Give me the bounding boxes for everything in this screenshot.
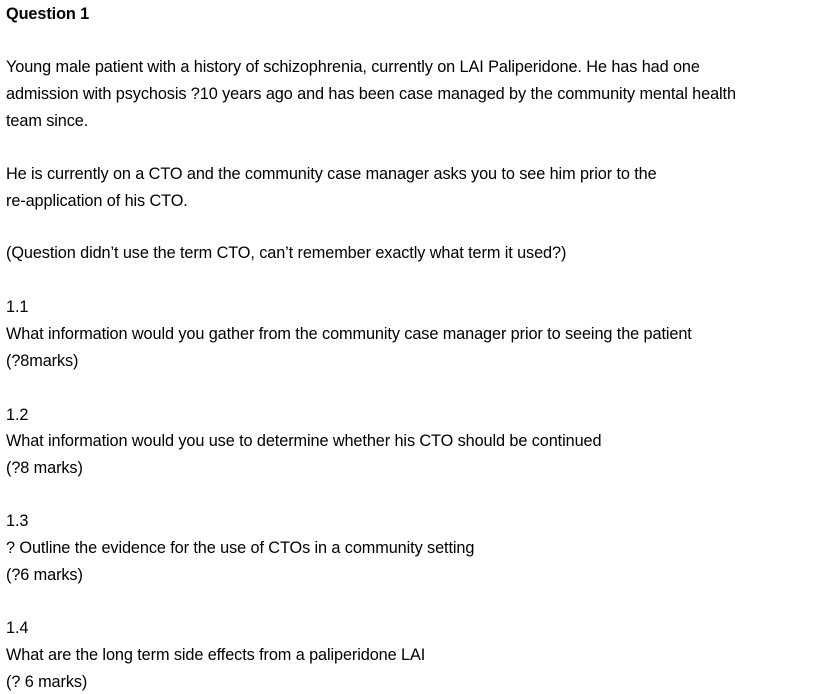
author-note: (Question didn’t use the term CTO, can’t remember exactly what term it used?) bbox=[6, 244, 567, 262]
question-text-1-3: ? Outline the evidence for the use of CTOs in a community setting bbox=[6, 539, 475, 557]
intro-line-3: team since. bbox=[6, 112, 89, 130]
question-title: Question 1 bbox=[6, 5, 90, 23]
question-marks-1-1: (?8marks) bbox=[6, 352, 79, 370]
context-line-2: re-application of his CTO. bbox=[6, 192, 188, 210]
intro-line-2: admission with psychosis ?10 years ago and has been case managed by the community mental health bbox=[6, 85, 736, 103]
context-line-1: He is currently on a CTO and the community case manager asks you to see him prior to the bbox=[6, 165, 657, 183]
question-number-1-4: 1.4 bbox=[6, 619, 29, 637]
question-marks-1-2: (?8 marks) bbox=[6, 459, 83, 477]
question-marks-1-4: (? 6 marks) bbox=[6, 673, 88, 691]
question-marks-1-3: (?6 marks) bbox=[6, 566, 83, 584]
question-number-1-2: 1.2 bbox=[6, 406, 29, 424]
question-text-1-4: What are the long term side effects from a paliperidone LAI bbox=[6, 646, 426, 664]
question-text-1-1: What information would you gather from the community case manager prior to seeing the patient bbox=[6, 325, 692, 343]
intro-line-1: Young male patient with a history of schizophrenia, currently on LAI Paliperidone. He has had one bbox=[6, 58, 700, 76]
question-text-1-2: What information would you use to determine whether his CTO should be continued bbox=[6, 432, 602, 450]
question-number-1-3: 1.3 bbox=[6, 512, 29, 530]
question-number-1-1: 1.1 bbox=[6, 298, 29, 316]
